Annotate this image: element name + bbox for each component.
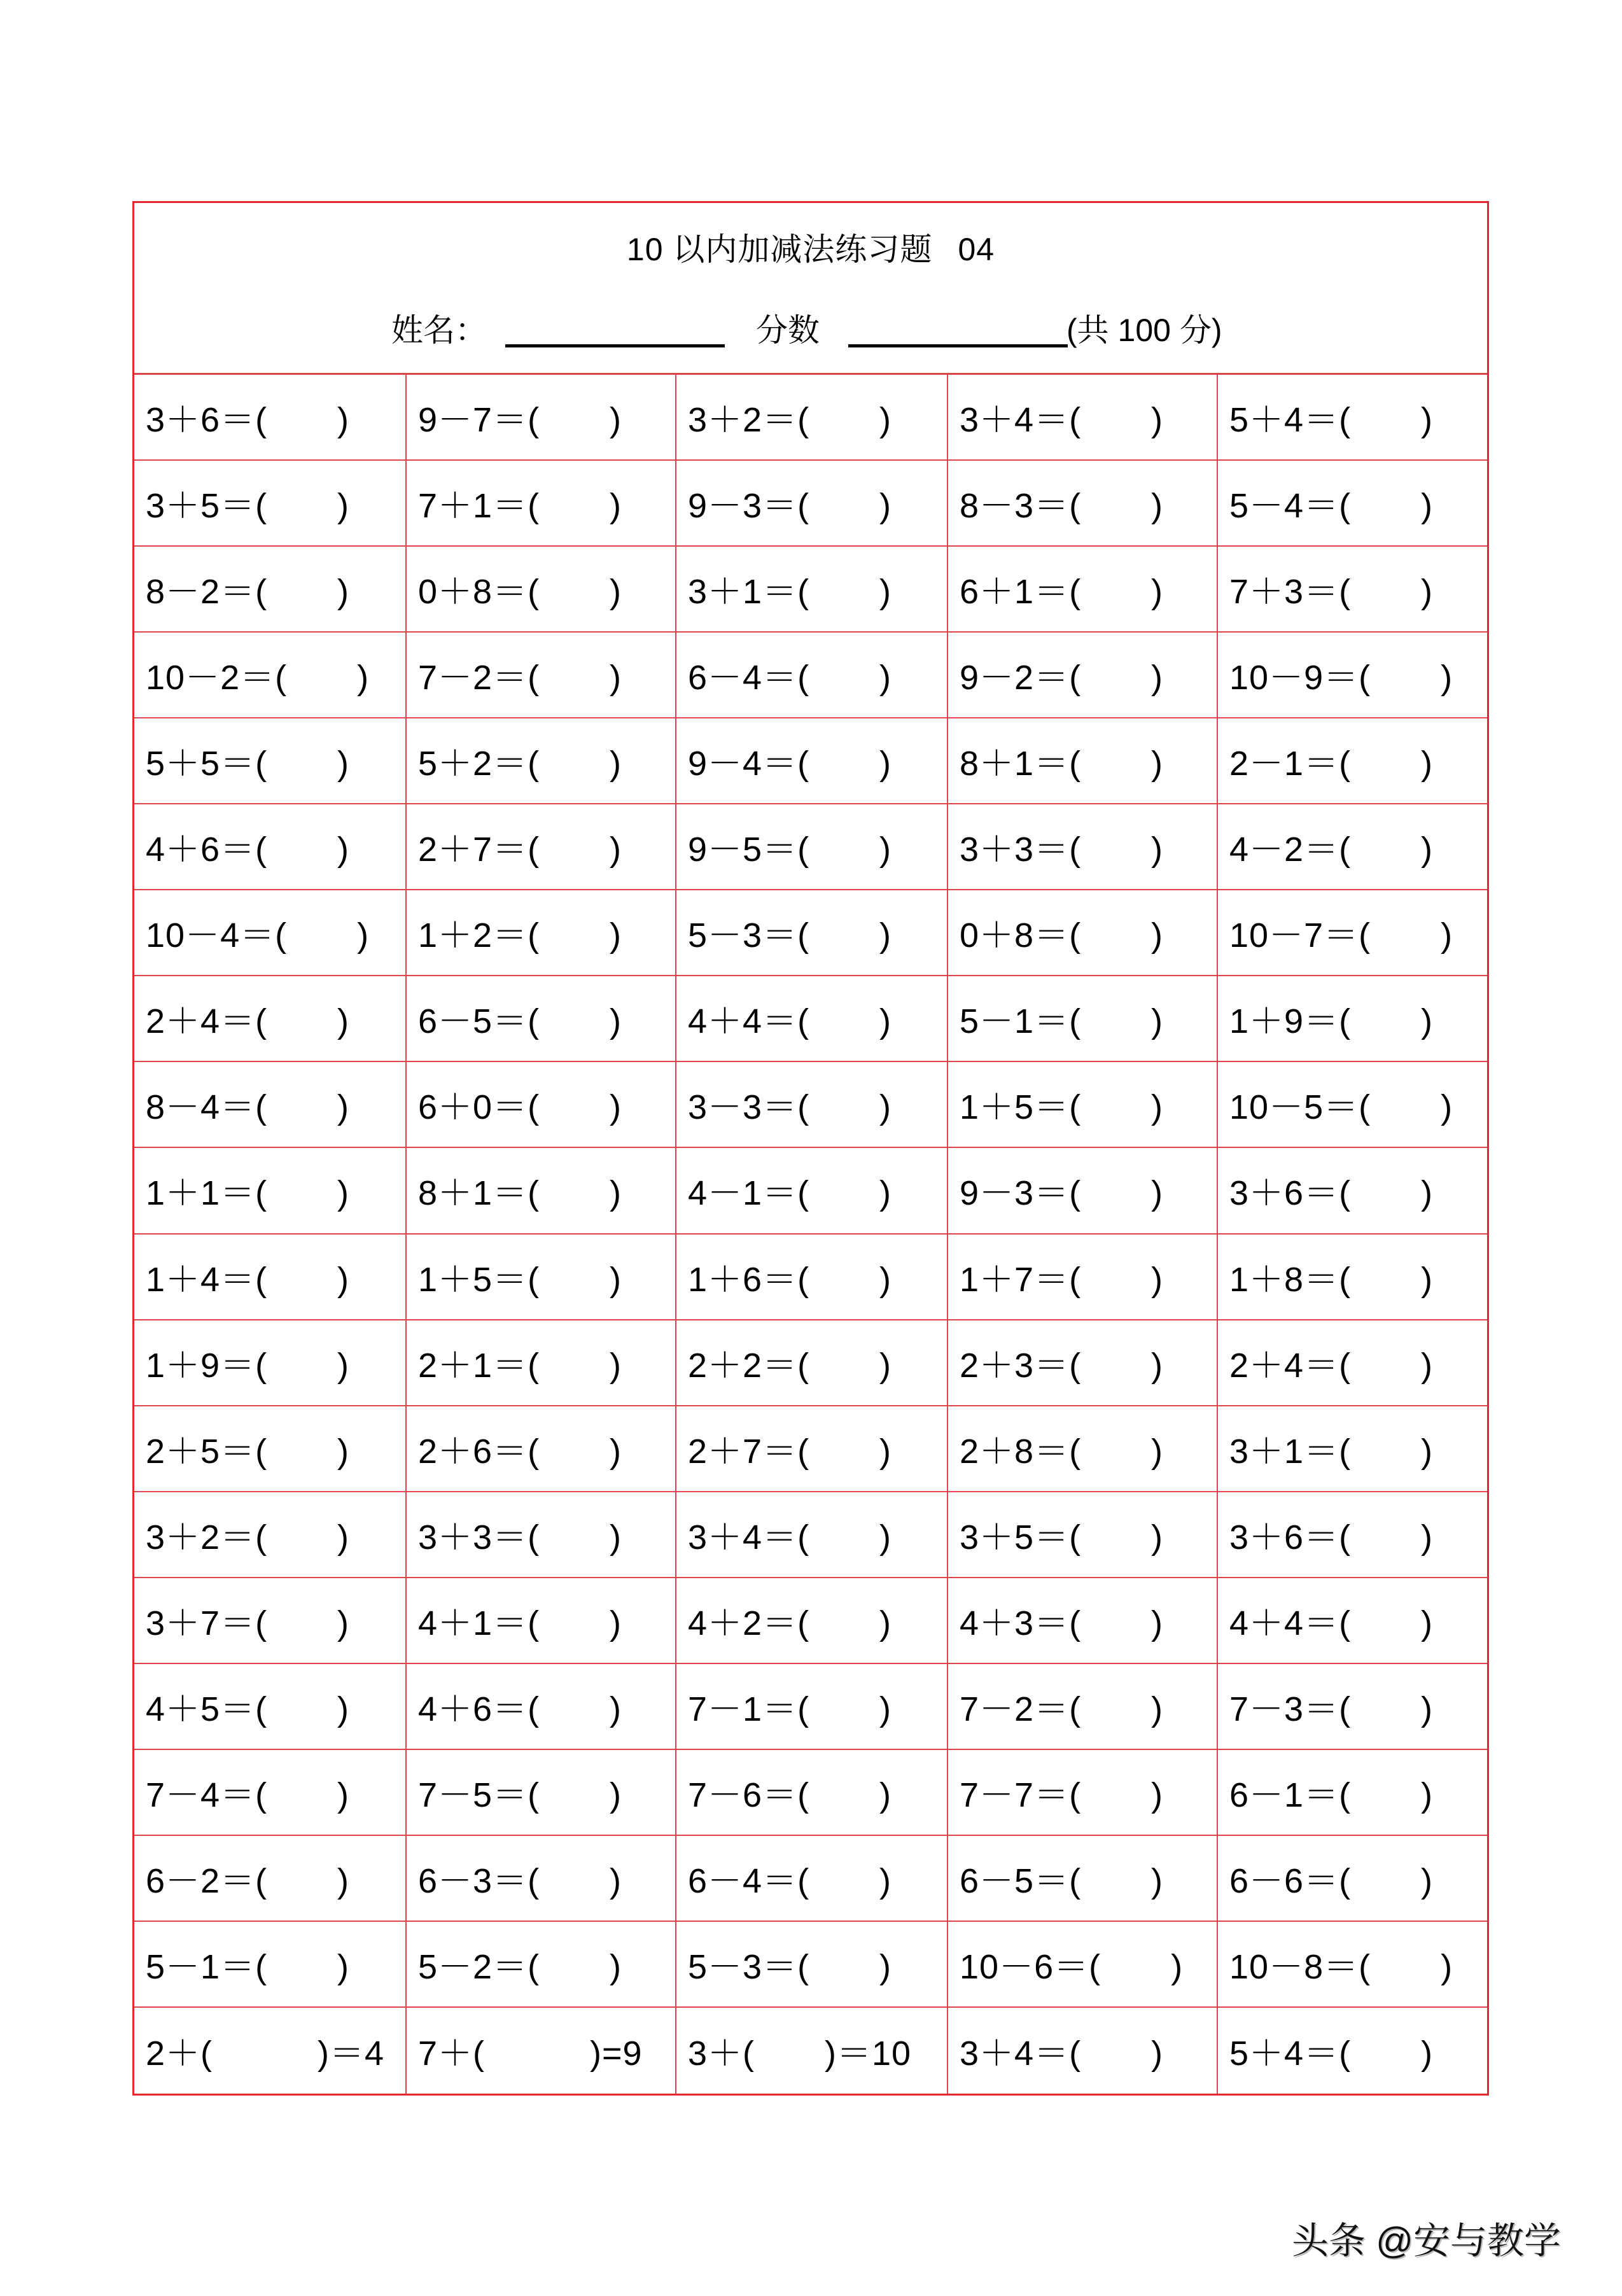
problem-cell[interactable] <box>1218 1664 1487 1750</box>
problem-expression: 6－4＝( ) <box>688 659 892 697</box>
problem-cell[interactable] <box>134 804 407 890</box>
problem-expression: 10－7＝( ) <box>1229 916 1453 955</box>
problem-cell[interactable] <box>676 633 948 718</box>
problem-expression: 7＋3＝( ) <box>1229 573 1434 612</box>
score-label: 分数 <box>756 312 820 348</box>
problem-cell[interactable] <box>407 375 676 461</box>
problem-cell[interactable] <box>676 1578 948 1664</box>
problem-expression: 2＋2＝( ) <box>688 1346 892 1385</box>
problem-cell[interactable] <box>134 633 407 718</box>
problem-cell[interactable] <box>676 1664 948 1750</box>
problem-cell[interactable] <box>1218 890 1487 976</box>
problem-cell[interactable] <box>948 1922 1218 2008</box>
problem-cell[interactable] <box>1218 718 1487 804</box>
problem-cell[interactable] <box>676 890 948 976</box>
problem-expression: 2＋5＝( ) <box>146 1432 350 1471</box>
problem-cell[interactable] <box>134 1062 407 1148</box>
problem-expression: 10－9＝( ) <box>1229 659 1453 697</box>
problem-expression: 3＋5＝( ) <box>146 487 350 526</box>
problem-cell[interactable] <box>134 890 407 976</box>
problem-cell[interactable] <box>676 1062 948 1148</box>
problem-expression: 3＋7＝( ) <box>146 1604 350 1642</box>
problem-cell[interactable] <box>1218 1922 1487 2008</box>
problem-expression: 2－1＝( ) <box>1229 745 1434 783</box>
problem-expression: 3＋4＝( ) <box>688 1518 892 1557</box>
name-blank-field[interactable] <box>505 344 725 347</box>
problem-expression: 9－4＝( ) <box>688 745 892 783</box>
problem-expression: 4＋4＝( ) <box>688 1002 892 1041</box>
worksheet-header <box>134 203 1487 375</box>
problem-expression: 3－3＝( ) <box>688 1088 892 1127</box>
problem-cell[interactable] <box>948 1320 1218 1406</box>
problem-expression: 1＋9＝( ) <box>1229 1002 1434 1041</box>
worksheet-number: 04 <box>958 232 995 267</box>
problem-cell[interactable] <box>948 1492 1218 1578</box>
problem-cell[interactable] <box>134 1148 407 1234</box>
problem-cell[interactable] <box>134 1578 407 1664</box>
problem-expression: 1＋5＝( ) <box>418 1260 622 1299</box>
problem-cell[interactable] <box>948 2008 1218 2094</box>
problem-expression: 0＋8＝( ) <box>960 916 1164 955</box>
problem-cell[interactable] <box>1218 375 1487 461</box>
problem-cell[interactable] <box>1218 633 1487 718</box>
problem-cell[interactable] <box>676 375 948 461</box>
problem-cell[interactable] <box>1218 1148 1487 1234</box>
problem-expression: 9－7＝( ) <box>418 401 622 440</box>
problem-expression: 6－1＝( ) <box>1229 1775 1434 1814</box>
problem-cell[interactable] <box>676 976 948 1062</box>
problem-expression: 2＋( )＝4 <box>146 2034 385 2073</box>
problem-cell[interactable] <box>948 1148 1218 1234</box>
problem-cell[interactable] <box>1218 2008 1487 2094</box>
problem-expression: 10－2＝( ) <box>146 659 370 697</box>
problem-cell[interactable] <box>407 1750 676 1836</box>
problem-cell[interactable] <box>134 1922 407 2008</box>
problem-expression: 3＋5＝( ) <box>960 1518 1164 1557</box>
problem-expression: 3＋6＝( ) <box>1229 1518 1434 1557</box>
problem-cell[interactable] <box>676 1922 948 2008</box>
problem-cell[interactable] <box>134 461 407 547</box>
problem-cell[interactable] <box>948 1836 1218 1922</box>
problem-expression: 7＋( )=9 <box>418 2034 643 2073</box>
problem-expression: 4－1＝( ) <box>688 1174 892 1213</box>
problem-cell[interactable] <box>407 890 676 976</box>
problem-expression: 3＋1＝( ) <box>1229 1432 1434 1471</box>
problem-expression: 7－3＝( ) <box>1229 1690 1434 1728</box>
problem-expression: 1＋7＝( ) <box>960 1260 1164 1299</box>
problem-cell[interactable] <box>1218 1406 1487 1492</box>
problem-expression: 3＋1＝( ) <box>688 573 892 612</box>
problem-cell[interactable] <box>676 2008 948 2094</box>
problem-cell[interactable] <box>676 1836 948 1922</box>
problem-cell[interactable] <box>407 1922 676 2008</box>
problem-expression: 8－2＝( ) <box>146 573 350 612</box>
problem-expression: 1＋8＝( ) <box>1229 1260 1434 1299</box>
problem-cell[interactable] <box>134 1664 407 1750</box>
problem-cell[interactable] <box>134 976 407 1062</box>
problem-expression: 2＋7＝( ) <box>688 1432 892 1471</box>
title-text: 10 以内加减法练习题 <box>626 232 933 267</box>
problem-cell[interactable] <box>407 1406 676 1492</box>
student-info-line <box>134 308 1487 353</box>
problem-expression: 1＋9＝( ) <box>146 1346 350 1385</box>
problem-expression: 4＋3＝( ) <box>960 1604 1164 1642</box>
problem-expression: 0＋8＝( ) <box>418 573 622 612</box>
problem-cell[interactable] <box>948 1062 1218 1148</box>
problem-expression: 2＋3＝( ) <box>960 1346 1164 1385</box>
problem-expression: 2＋1＝( ) <box>418 1346 622 1385</box>
problem-expression: 5＋4＝( ) <box>1229 401 1434 440</box>
worksheet-title <box>134 227 1487 272</box>
problem-expression: 5＋5＝( ) <box>146 745 350 783</box>
problem-cell[interactable] <box>407 1148 676 1234</box>
problem-cell[interactable] <box>407 1320 676 1406</box>
problem-expression: 10－5＝( ) <box>1229 1088 1453 1127</box>
problem-cell[interactable] <box>407 976 676 1062</box>
problem-expression: 9－5＝( ) <box>688 830 892 869</box>
problem-cell[interactable] <box>676 718 948 804</box>
problem-expression: 9－2＝( ) <box>960 659 1164 697</box>
problem-expression: 5＋2＝( ) <box>418 745 622 783</box>
problem-cell[interactable] <box>407 633 676 718</box>
problem-cell[interactable] <box>948 461 1218 547</box>
problem-expression: 3＋4＝( ) <box>960 2034 1164 2073</box>
problem-expression: 9－3＝( ) <box>688 487 892 526</box>
score-blank-field[interactable] <box>848 344 1068 347</box>
problem-cell[interactable] <box>948 633 1218 718</box>
problem-expression: 8＋1＝( ) <box>960 745 1164 783</box>
problem-expression: 4－2＝( ) <box>1229 830 1434 869</box>
problem-expression: 4＋6＝( ) <box>146 830 350 869</box>
problem-grid <box>134 375 1487 2094</box>
problem-cell[interactable] <box>134 2008 407 2094</box>
problem-cell[interactable] <box>948 1750 1218 1836</box>
problem-cell[interactable] <box>1218 547 1487 633</box>
problem-expression: 4＋2＝( ) <box>688 1604 892 1642</box>
problem-cell[interactable] <box>948 375 1218 461</box>
problem-expression: 8－4＝( ) <box>146 1088 350 1127</box>
problem-expression: 3＋2＝( ) <box>688 401 892 440</box>
problem-cell[interactable] <box>407 1062 676 1148</box>
problem-cell[interactable] <box>948 804 1218 890</box>
problem-expression: 6－4＝( ) <box>688 1861 892 1900</box>
problem-expression: 7－5＝( ) <box>418 1775 622 1814</box>
problem-cell[interactable] <box>407 547 676 633</box>
problem-cell[interactable] <box>948 890 1218 976</box>
problem-expression: 3＋6＝( ) <box>1229 1174 1434 1213</box>
problem-cell[interactable] <box>407 804 676 890</box>
problem-cell[interactable] <box>134 375 407 461</box>
problem-expression: 6＋0＝( ) <box>418 1088 622 1127</box>
problem-cell[interactable] <box>676 547 948 633</box>
problem-expression: 6＋1＝( ) <box>960 573 1164 612</box>
problem-cell[interactable] <box>1218 461 1487 547</box>
problem-expression: 3＋2＝( ) <box>146 1518 350 1557</box>
problem-cell[interactable] <box>948 1235 1218 1320</box>
problem-expression: 8＋1＝( ) <box>418 1174 622 1213</box>
problem-expression: 1＋5＝( ) <box>960 1088 1164 1127</box>
problem-expression: 5－4＝( ) <box>1229 487 1434 526</box>
problem-expression: 7－7＝( ) <box>960 1775 1164 1814</box>
problem-expression: 3＋3＝( ) <box>960 830 1164 869</box>
problem-expression: 4＋4＝( ) <box>1229 1604 1434 1642</box>
problem-cell[interactable] <box>676 1750 948 1836</box>
problem-cell[interactable] <box>407 2008 676 2094</box>
problem-cell[interactable] <box>948 547 1218 633</box>
problem-expression: 2＋4＝( ) <box>1229 1346 1434 1385</box>
problem-expression: 10－4＝( ) <box>146 916 370 955</box>
problem-expression: 7－4＝( ) <box>146 1775 350 1814</box>
problem-expression: 6－5＝( ) <box>418 1002 622 1041</box>
problem-expression: 7－1＝( ) <box>688 1690 892 1728</box>
problem-expression: 2＋7＝( ) <box>418 830 622 869</box>
problem-cell[interactable] <box>1218 1578 1487 1664</box>
problem-cell[interactable] <box>134 1836 407 1922</box>
problem-cell[interactable] <box>407 1664 676 1750</box>
problem-expression: 6－3＝( ) <box>418 1861 622 1900</box>
problem-expression: 7＋1＝( ) <box>418 487 622 526</box>
problem-cell[interactable] <box>948 718 1218 804</box>
problem-cell[interactable] <box>134 1406 407 1492</box>
worksheet-table <box>132 201 1489 2096</box>
problem-cell[interactable] <box>407 461 676 547</box>
problem-cell[interactable] <box>1218 1750 1487 1836</box>
problem-expression: 1＋4＝( ) <box>146 1260 350 1299</box>
problem-expression: 7－6＝( ) <box>688 1775 892 1814</box>
problem-cell[interactable] <box>676 1492 948 1578</box>
problem-expression: 3＋4＝( ) <box>960 401 1164 440</box>
problem-expression: 1＋2＝( ) <box>418 916 622 955</box>
problem-cell[interactable] <box>134 1235 407 1320</box>
problem-expression: 5－3＝( ) <box>688 1947 892 1986</box>
problem-expression: 3＋( )＝10 <box>688 2034 912 2073</box>
problem-expression: 5－2＝( ) <box>418 1947 622 1986</box>
problem-cell[interactable] <box>1218 1836 1487 1922</box>
problem-cell[interactable] <box>1218 1492 1487 1578</box>
problem-cell[interactable] <box>676 1406 948 1492</box>
problem-cell[interactable] <box>407 1578 676 1664</box>
problem-cell[interactable] <box>948 1578 1218 1664</box>
problem-expression: 8－3＝( ) <box>960 487 1164 526</box>
problem-expression: 3＋6＝( ) <box>146 401 350 440</box>
problem-expression: 5－1＝( ) <box>960 1002 1164 1041</box>
problem-expression: 6－2＝( ) <box>146 1861 350 1900</box>
problem-cell[interactable] <box>407 1492 676 1578</box>
problem-expression: 4＋1＝( ) <box>418 1604 622 1642</box>
problem-expression: 1＋6＝( ) <box>688 1260 892 1299</box>
problem-expression: 2＋8＝( ) <box>960 1432 1164 1471</box>
problem-cell[interactable] <box>676 1235 948 1320</box>
problem-expression: 4＋6＝( ) <box>418 1690 622 1728</box>
watermark: 头条 @安与教学 <box>1292 2220 1561 2262</box>
problem-expression: 6－6＝( ) <box>1229 1861 1434 1900</box>
problem-cell[interactable] <box>676 461 948 547</box>
problem-cell[interactable] <box>134 547 407 633</box>
problem-cell[interactable] <box>134 1320 407 1406</box>
problem-expression: 4＋5＝( ) <box>146 1690 350 1728</box>
problem-expression: 6－5＝( ) <box>960 1861 1164 1900</box>
problem-cell[interactable] <box>1218 804 1487 890</box>
problem-cell[interactable] <box>676 1148 948 1234</box>
problem-cell[interactable] <box>1218 1062 1487 1148</box>
problem-cell[interactable] <box>676 1320 948 1406</box>
problem-cell[interactable] <box>134 1750 407 1836</box>
total-score-note: (共 100 分) <box>1066 312 1222 348</box>
problem-expression: 9－3＝( ) <box>960 1174 1164 1213</box>
problem-cell[interactable] <box>1218 1235 1487 1320</box>
problem-expression: 7－2＝( ) <box>960 1690 1164 1728</box>
problem-cell[interactable] <box>676 804 948 890</box>
problem-cell[interactable] <box>407 1235 676 1320</box>
problem-expression: 1＋1＝( ) <box>146 1174 350 1213</box>
problem-expression: 5＋4＝( ) <box>1229 2034 1434 2073</box>
problem-cell[interactable] <box>948 1664 1218 1750</box>
problem-cell[interactable] <box>134 718 407 804</box>
problem-expression: 3＋3＝( ) <box>418 1518 622 1557</box>
problem-cell[interactable] <box>948 1406 1218 1492</box>
problem-expression: 2＋4＝( ) <box>146 1002 350 1041</box>
problem-cell[interactable] <box>948 976 1218 1062</box>
problem-cell[interactable] <box>407 1836 676 1922</box>
name-label: 姓名： <box>391 312 487 348</box>
problem-cell[interactable] <box>407 718 676 804</box>
problem-expression: 2＋6＝( ) <box>418 1432 622 1471</box>
problem-expression: 5－3＝( ) <box>688 916 892 955</box>
problem-cell[interactable] <box>134 1492 407 1578</box>
problem-expression: 5－1＝( ) <box>146 1947 350 1986</box>
problem-expression: 10－8＝( ) <box>1229 1947 1453 1986</box>
problem-cell[interactable] <box>1218 1320 1487 1406</box>
problem-expression: 10－6＝( ) <box>960 1947 1184 1986</box>
problem-expression: 7－2＝( ) <box>418 659 622 697</box>
problem-cell[interactable] <box>1218 976 1487 1062</box>
